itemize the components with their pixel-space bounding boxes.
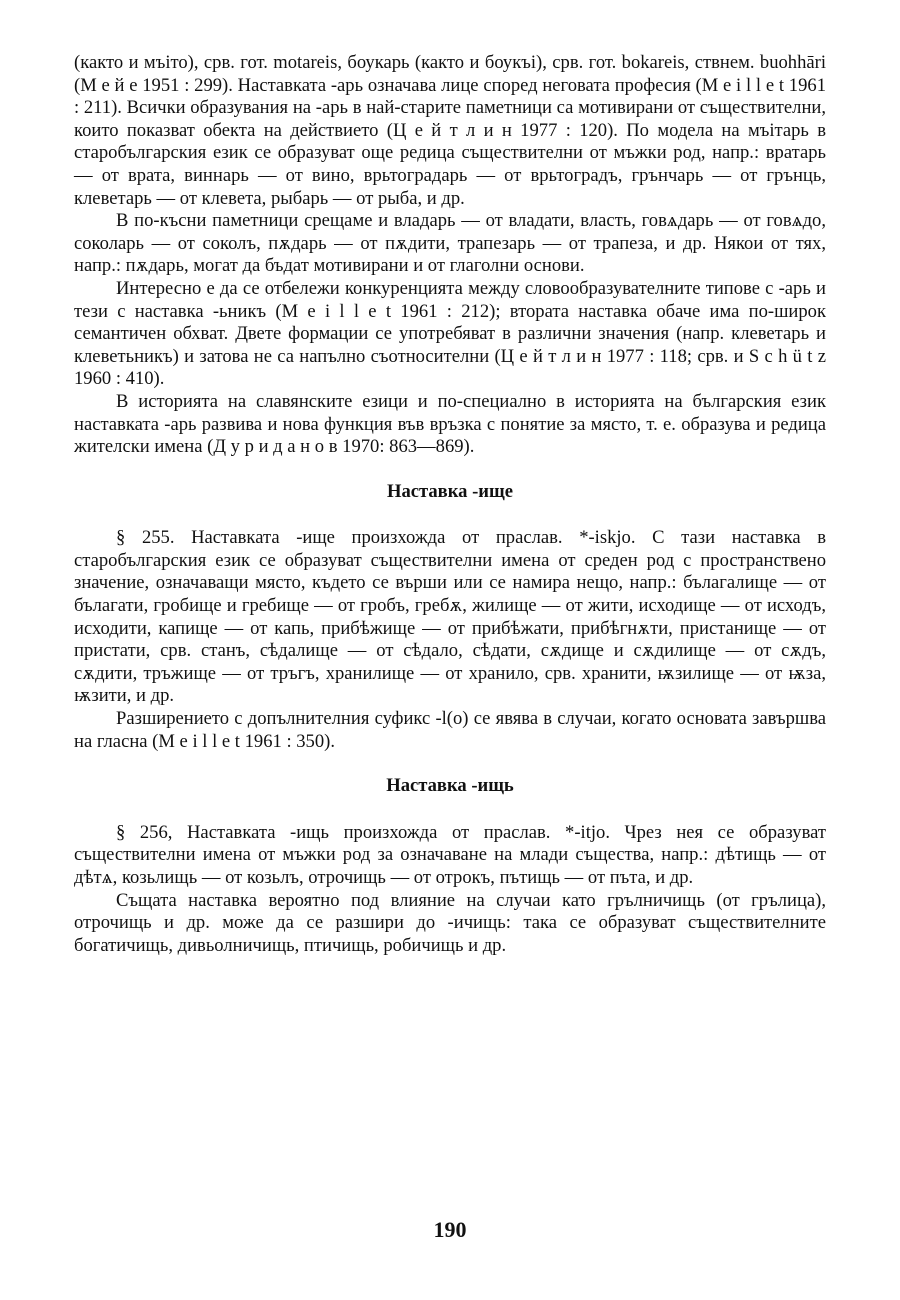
page-number: 190	[433, 1217, 467, 1242]
paragraph-competition: Интересно е да се отбележи конкуренцията между словообразувателните типове с -арь и тези с наставка -ьникъ (M e i l l e t 1961 : 212); втората наставка обаче има по-широк семантичен обхват. Двете формации се употребяват в различни значения (напр. клеветарь и клеветьникъ) и затова не са напълно съотносителни (Ц е й т л и н 1977 : 118; срв. и S c h ü t z 1960 : 410).	[74, 277, 826, 390]
section-heading-isht: Наставка -ищь	[386, 775, 514, 797]
page-body	[74, 52, 826, 957]
paragraph-255: § 255. Наставката -ище произхожда от праслав. *-iskjo. С тази наставка в старобългарския език се образуват съществителни имена от среден род с пространствено значение, означаващи място, където се върши или се намира нещо, напр.: бълагалище — от бълагати, гробище и гребище — от гробъ, гребѫ, жилище — от жити, исходище — от исходъ, исходити, капище — от капь, прибѣжище — от прибѣжати, прибѣгнѫти, пристанище — от пристати, срв. станъ, сѣдалище — от сѣдало, сѣдати, сѫдище и сѫдилище — от сѫдъ, сѫдити, тръжище — от тръгъ, хранилище — от хранило, срв. хранити, ѭзилище — от ѭза, ѭзити, и др.	[74, 527, 826, 707]
paragraph-continued: (както и мъіто), срв. гот. motareis, боукарь (както и боукъі), срв. гот. bokareis, ствнем. buohhāri (М е й е 1951 : 299). Наставката -арь означава лице според неговата професия (M e i l l e t 1961 : 211). Всички образувания на -арь в най-старите паметници са мотивирани от съществителни, които показват обекта на действието (Ц е й т л и н 1977 : 120). По модела на мъітарь в старобългарския език се образуват още редица съществителни от мъжки род, напр.: вратарь — от врата, виннарь — от вино, врьтоградарь — от врьтоградъ, грънчарь — от грънць, клеветарь — от клевета, рыбарь — от рыба, и др.	[74, 52, 826, 209]
paragraph-256-extension: Същата наставка вероятно под влияние на случаи като грълничищь (от грълица), отрочищь и др. може да се разшири до -ичищь: така се образуват съществителните богатичищь, дивьолничищь, птичищь, робичищь и др.	[74, 889, 826, 956]
section-heading-ishte: Наставка -ище	[387, 480, 513, 502]
paragraph-history: В историята на славянските езици и по-специално в историята на българския език наставката -арь развива и нова функция във връзка с понятие за място, т. е. образува и редица жителски имена (Д у р и д а н о в 1970: 863—869).	[74, 390, 826, 458]
paragraph-256: § 256, Наставката -ищь произхожда от праслав. *-itjo. Чрез нея се образуват съществителни имена от мъжки род за означаване на млади същества, напр.: дѣтищь — от дѣтѧ, козьлищь — от козьлъ, отрочищь — от отрокъ, пътищь — от пъта, и др.	[74, 821, 826, 888]
paragraph-255-extension: Разширението с допълнителния суфикс -l(o) се явява в случаи, когато основата завършва на гласна (M e i l l e t 1961 : 350).	[74, 708, 826, 752]
paragraph-later-monuments: В по-късни паметници срещаме и владарь — от владати, власть, говѧдарь — от говѧдо, соколарь — от соколъ, пѫдарь — от пѫдити, трапезарь — от трапеза, и др. Някои от тях, напр.: пѫдарь, могат да бъдат мотивирани и от глаголни основи.	[74, 210, 826, 277]
